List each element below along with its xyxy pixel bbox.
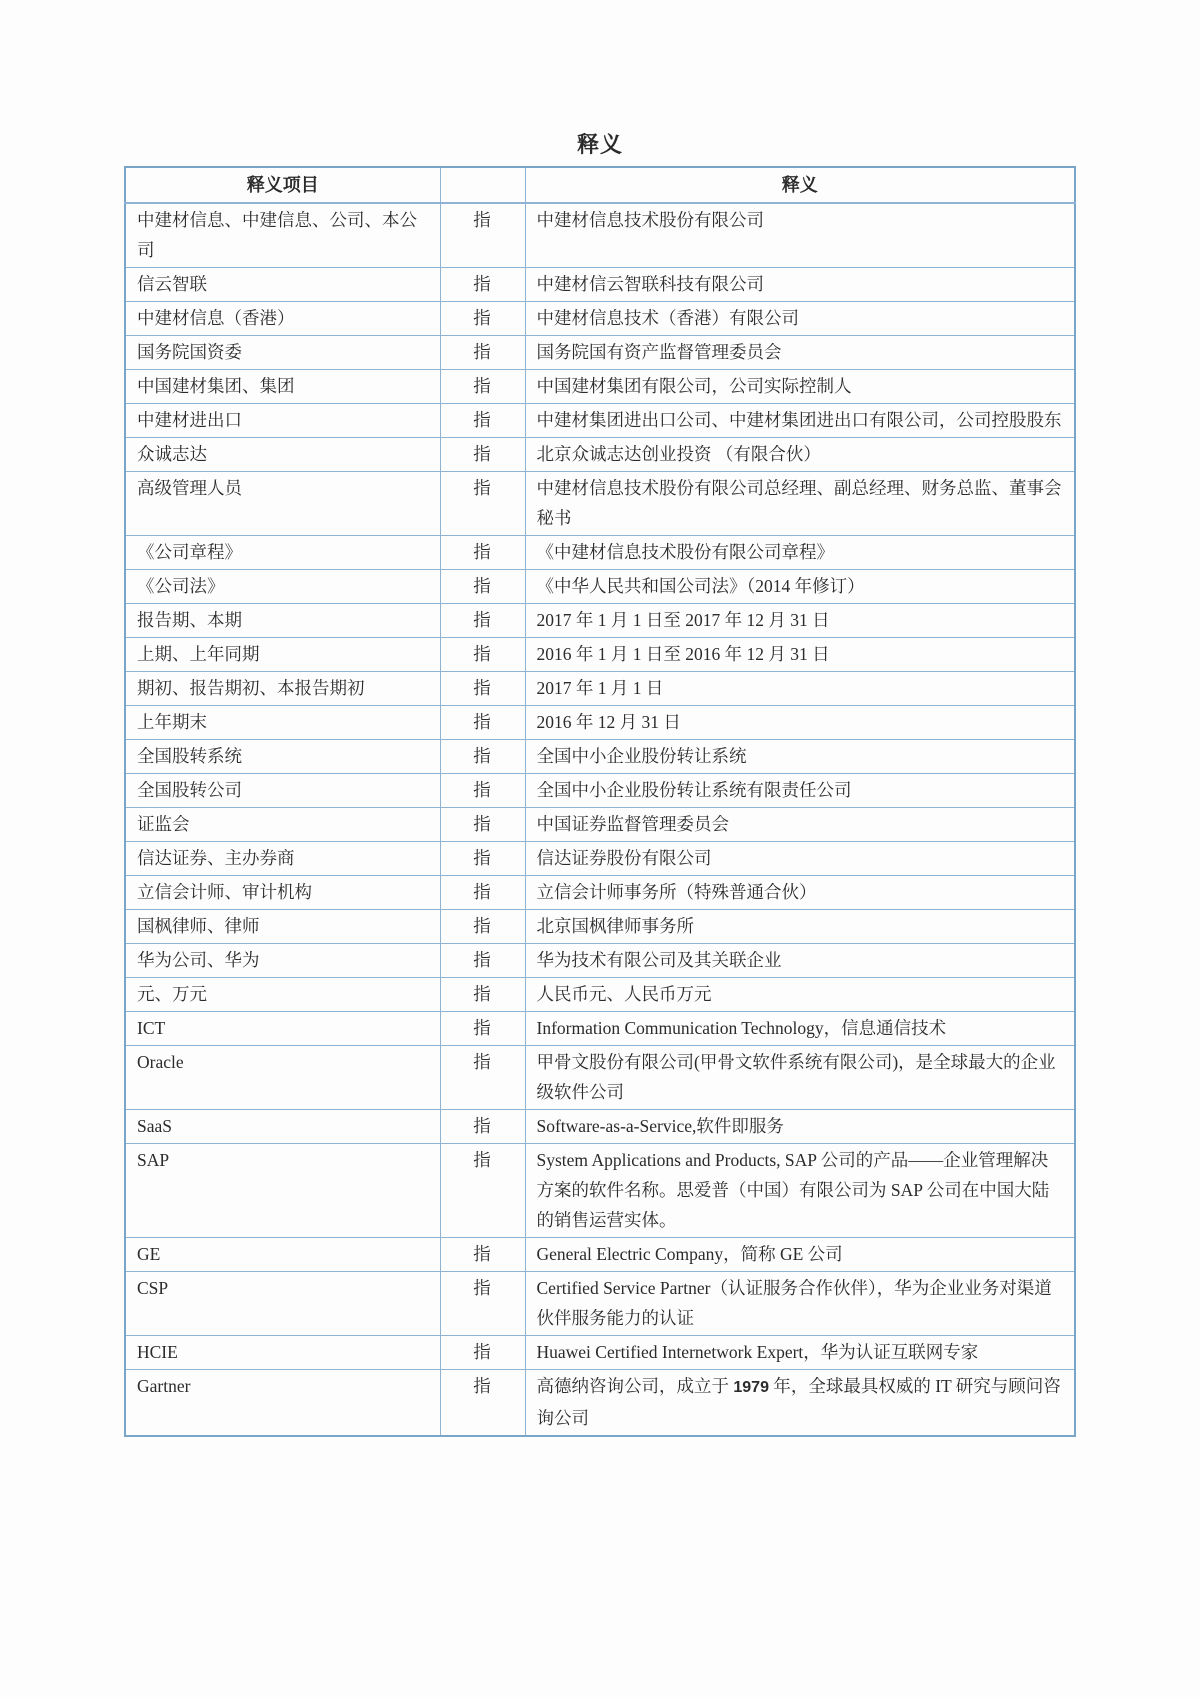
table-row (125, 774, 1075, 808)
table-row (125, 1046, 1075, 1110)
definition-cell: 全国中小企业股份转让系统 (525, 740, 1075, 774)
term-cell: 国务院国资委 (125, 336, 440, 370)
term-cell: 《公司章程》 (125, 536, 440, 570)
table-row (125, 302, 1075, 336)
term-cell: 期初、报告期初、本报告期初 (125, 672, 440, 706)
table-row (125, 740, 1075, 774)
connector-cell: 指 (440, 672, 525, 706)
connector-cell: 指 (440, 336, 525, 370)
table-row (125, 876, 1075, 910)
connector-cell: 指 (440, 706, 525, 740)
definition-cell: 北京众诚志达创业投资 （有限合伙） (525, 438, 1075, 472)
term-cell: SaaS (125, 1110, 440, 1144)
connector-cell: 指 (440, 808, 525, 842)
definition-cell: 人民币元、人民币万元 (525, 978, 1075, 1012)
connector-cell: 指 (440, 1272, 525, 1336)
term-cell: 上年期末 (125, 706, 440, 740)
definition-cell: Certified Service Partner（认证服务合作伙伴），华为企业业务对渠道伙伴服务能力的认证 (525, 1272, 1075, 1336)
term-cell: 《公司法》 (125, 570, 440, 604)
term-cell: CSP (125, 1272, 440, 1336)
connector-cell: 指 (440, 944, 525, 978)
term-cell: 中建材信息（香港） (125, 302, 440, 336)
definition-cell: 中建材集团进出口公司、中建材集团进出口有限公司，公司控股股东 (525, 404, 1075, 438)
term-cell: 立信会计师、审计机构 (125, 876, 440, 910)
definition-cell: System Applications and Products, SAP 公司的产品——企业管理解决方案的软件名称。思爱普（中国）有限公司为 SAP 公司在中国大陆的销售运营实体。 (525, 1144, 1075, 1238)
connector-cell: 指 (440, 404, 525, 438)
table-row (125, 438, 1075, 472)
header-term: 释义项目 (125, 167, 440, 203)
term-cell: 全国股转公司 (125, 774, 440, 808)
definition-cell: 中建材信息技术股份有限公司 (525, 203, 1075, 268)
glossary-table (124, 166, 1076, 1437)
definition-cell: 国务院国有资产监督管理委员会 (525, 336, 1075, 370)
header-definition: 释义 (525, 167, 1075, 203)
definition-cell (525, 1370, 1075, 1437)
connector-cell: 指 (440, 876, 525, 910)
term-cell: Oracle (125, 1046, 440, 1110)
connector-cell: 指 (440, 1046, 525, 1110)
definition-cell: 中建材信息技术（香港）有限公司 (525, 302, 1075, 336)
table-row (125, 604, 1075, 638)
table-row (125, 404, 1075, 438)
connector-cell: 指 (440, 774, 525, 808)
term-cell: 中建材信息、中建信息、公司、本公司 (125, 203, 440, 268)
term-cell: HCIE (125, 1336, 440, 1370)
table-row (125, 203, 1075, 268)
table-row (125, 706, 1075, 740)
term-cell: 全国股转系统 (125, 740, 440, 774)
table-row (125, 370, 1075, 404)
table-header (125, 167, 1075, 203)
connector-cell: 指 (440, 1144, 525, 1238)
definition-cell: 中建材信云智联科技有限公司 (525, 268, 1075, 302)
connector-cell: 指 (440, 203, 525, 268)
definition-cell: 信达证券股份有限公司 (525, 842, 1075, 876)
table-row (125, 1272, 1075, 1336)
connector-cell: 指 (440, 740, 525, 774)
definition-cell: 全国中小企业股份转让系统有限责任公司 (525, 774, 1075, 808)
table-row (125, 1012, 1075, 1046)
header-row (125, 167, 1075, 203)
page-title: 释义 (576, 132, 623, 157)
term-cell: GE (125, 1238, 440, 1272)
table-row (125, 978, 1075, 1012)
table-row (125, 944, 1075, 978)
definition-cell: 中建材信息技术股份有限公司总经理、副总经理、财务总监、董事会秘书 (525, 472, 1075, 536)
table-row (125, 1144, 1075, 1238)
table-row (125, 638, 1075, 672)
definition-cell: Software-as-a-Service,软件即服务 (525, 1110, 1075, 1144)
connector-cell: 指 (440, 1370, 525, 1437)
table-row (125, 808, 1075, 842)
definition-cell: 2016 年 12 月 31 日 (525, 706, 1075, 740)
term-cell: 元、万元 (125, 978, 440, 1012)
connector-cell: 指 (440, 438, 525, 472)
table-row (125, 842, 1075, 876)
connector-cell: 指 (440, 978, 525, 1012)
term-cell: 国枫律师、律师 (125, 910, 440, 944)
table-row (125, 536, 1075, 570)
connector-cell: 指 (440, 910, 525, 944)
glossary-section (124, 128, 1076, 1437)
table-row (125, 672, 1075, 706)
definition-segment: 年，全球最具权威的 IT 研究与顾问咨询公司 (536, 1376, 1061, 1428)
connector-cell: 指 (440, 472, 525, 536)
table-row (125, 1336, 1075, 1370)
term-cell: Gartner (125, 1370, 440, 1437)
definition-cell: 2017 年 1 月 1 日 (525, 672, 1075, 706)
table-row (125, 570, 1075, 604)
definition-cell: 《中华人民共和国公司法》（2014 年修订） (525, 570, 1075, 604)
definition-cell: 2016 年 1 月 1 日至 2016 年 12 月 31 日 (525, 638, 1075, 672)
connector-cell: 指 (440, 268, 525, 302)
connector-cell: 指 (440, 536, 525, 570)
connector-cell: 指 (440, 842, 525, 876)
connector-cell: 指 (440, 370, 525, 404)
table-row (125, 336, 1075, 370)
definition-cell: Information Communication Technology，信息通信技术 (525, 1012, 1075, 1046)
table-row (125, 1110, 1075, 1144)
term-cell: 证监会 (125, 808, 440, 842)
definition-cell: 立信会计师事务所（特殊普通合伙） (525, 876, 1075, 910)
definition-cell: 中国建材集团有限公司，公司实际控制人 (525, 370, 1075, 404)
connector-cell: 指 (440, 302, 525, 336)
table-row (125, 472, 1075, 536)
connector-cell: 指 (440, 570, 525, 604)
connector-cell: 指 (440, 1012, 525, 1046)
definition-cell: 北京国枫律师事务所 (525, 910, 1075, 944)
connector-cell: 指 (440, 1336, 525, 1370)
term-cell: 报告期、本期 (125, 604, 440, 638)
definition-segment: 高德纳咨询公司，成立于 (536, 1376, 734, 1396)
term-cell: 上期、上年同期 (125, 638, 440, 672)
connector-cell: 指 (440, 638, 525, 672)
term-cell: 中建材进出口 (125, 404, 440, 438)
definition-cell: 华为技术有限公司及其关联企业 (525, 944, 1075, 978)
glossary-body (125, 203, 1075, 1436)
connector-cell: 指 (440, 1238, 525, 1272)
table-row (125, 910, 1075, 944)
term-cell: 高级管理人员 (125, 472, 440, 536)
term-cell: 华为公司、华为 (125, 944, 440, 978)
definition-cell: Huawei Certified Internetwork Expert，华为认证互联网专家 (525, 1336, 1075, 1370)
table-row (125, 1370, 1075, 1437)
definition-cell: 2017 年 1 月 1 日至 2017 年 12 月 31 日 (525, 604, 1075, 638)
term-cell: 信达证券、主办券商 (125, 842, 440, 876)
definition-cell: General Electric Company，简称 GE 公司 (525, 1238, 1075, 1272)
connector-cell: 指 (440, 604, 525, 638)
connector-cell: 指 (440, 1110, 525, 1144)
definition-cell: 《中建材信息技术股份有限公司章程》 (525, 536, 1075, 570)
term-cell: 众诚志达 (125, 438, 440, 472)
term-cell: 信云智联 (125, 268, 440, 302)
header-middle (440, 167, 525, 203)
definition-bold-segment: 1979 (733, 1379, 769, 1396)
definition-cell: 甲骨文股份有限公司(甲骨文软件系统有限公司)，是全球最大的企业级软件公司 (525, 1046, 1075, 1110)
term-cell: SAP (125, 1144, 440, 1238)
definition-cell: 中国证券监督管理委员会 (525, 808, 1075, 842)
term-cell: 中国建材集团、集团 (125, 370, 440, 404)
term-cell: ICT (125, 1012, 440, 1046)
table-row (125, 268, 1075, 302)
table-row (125, 1238, 1075, 1272)
